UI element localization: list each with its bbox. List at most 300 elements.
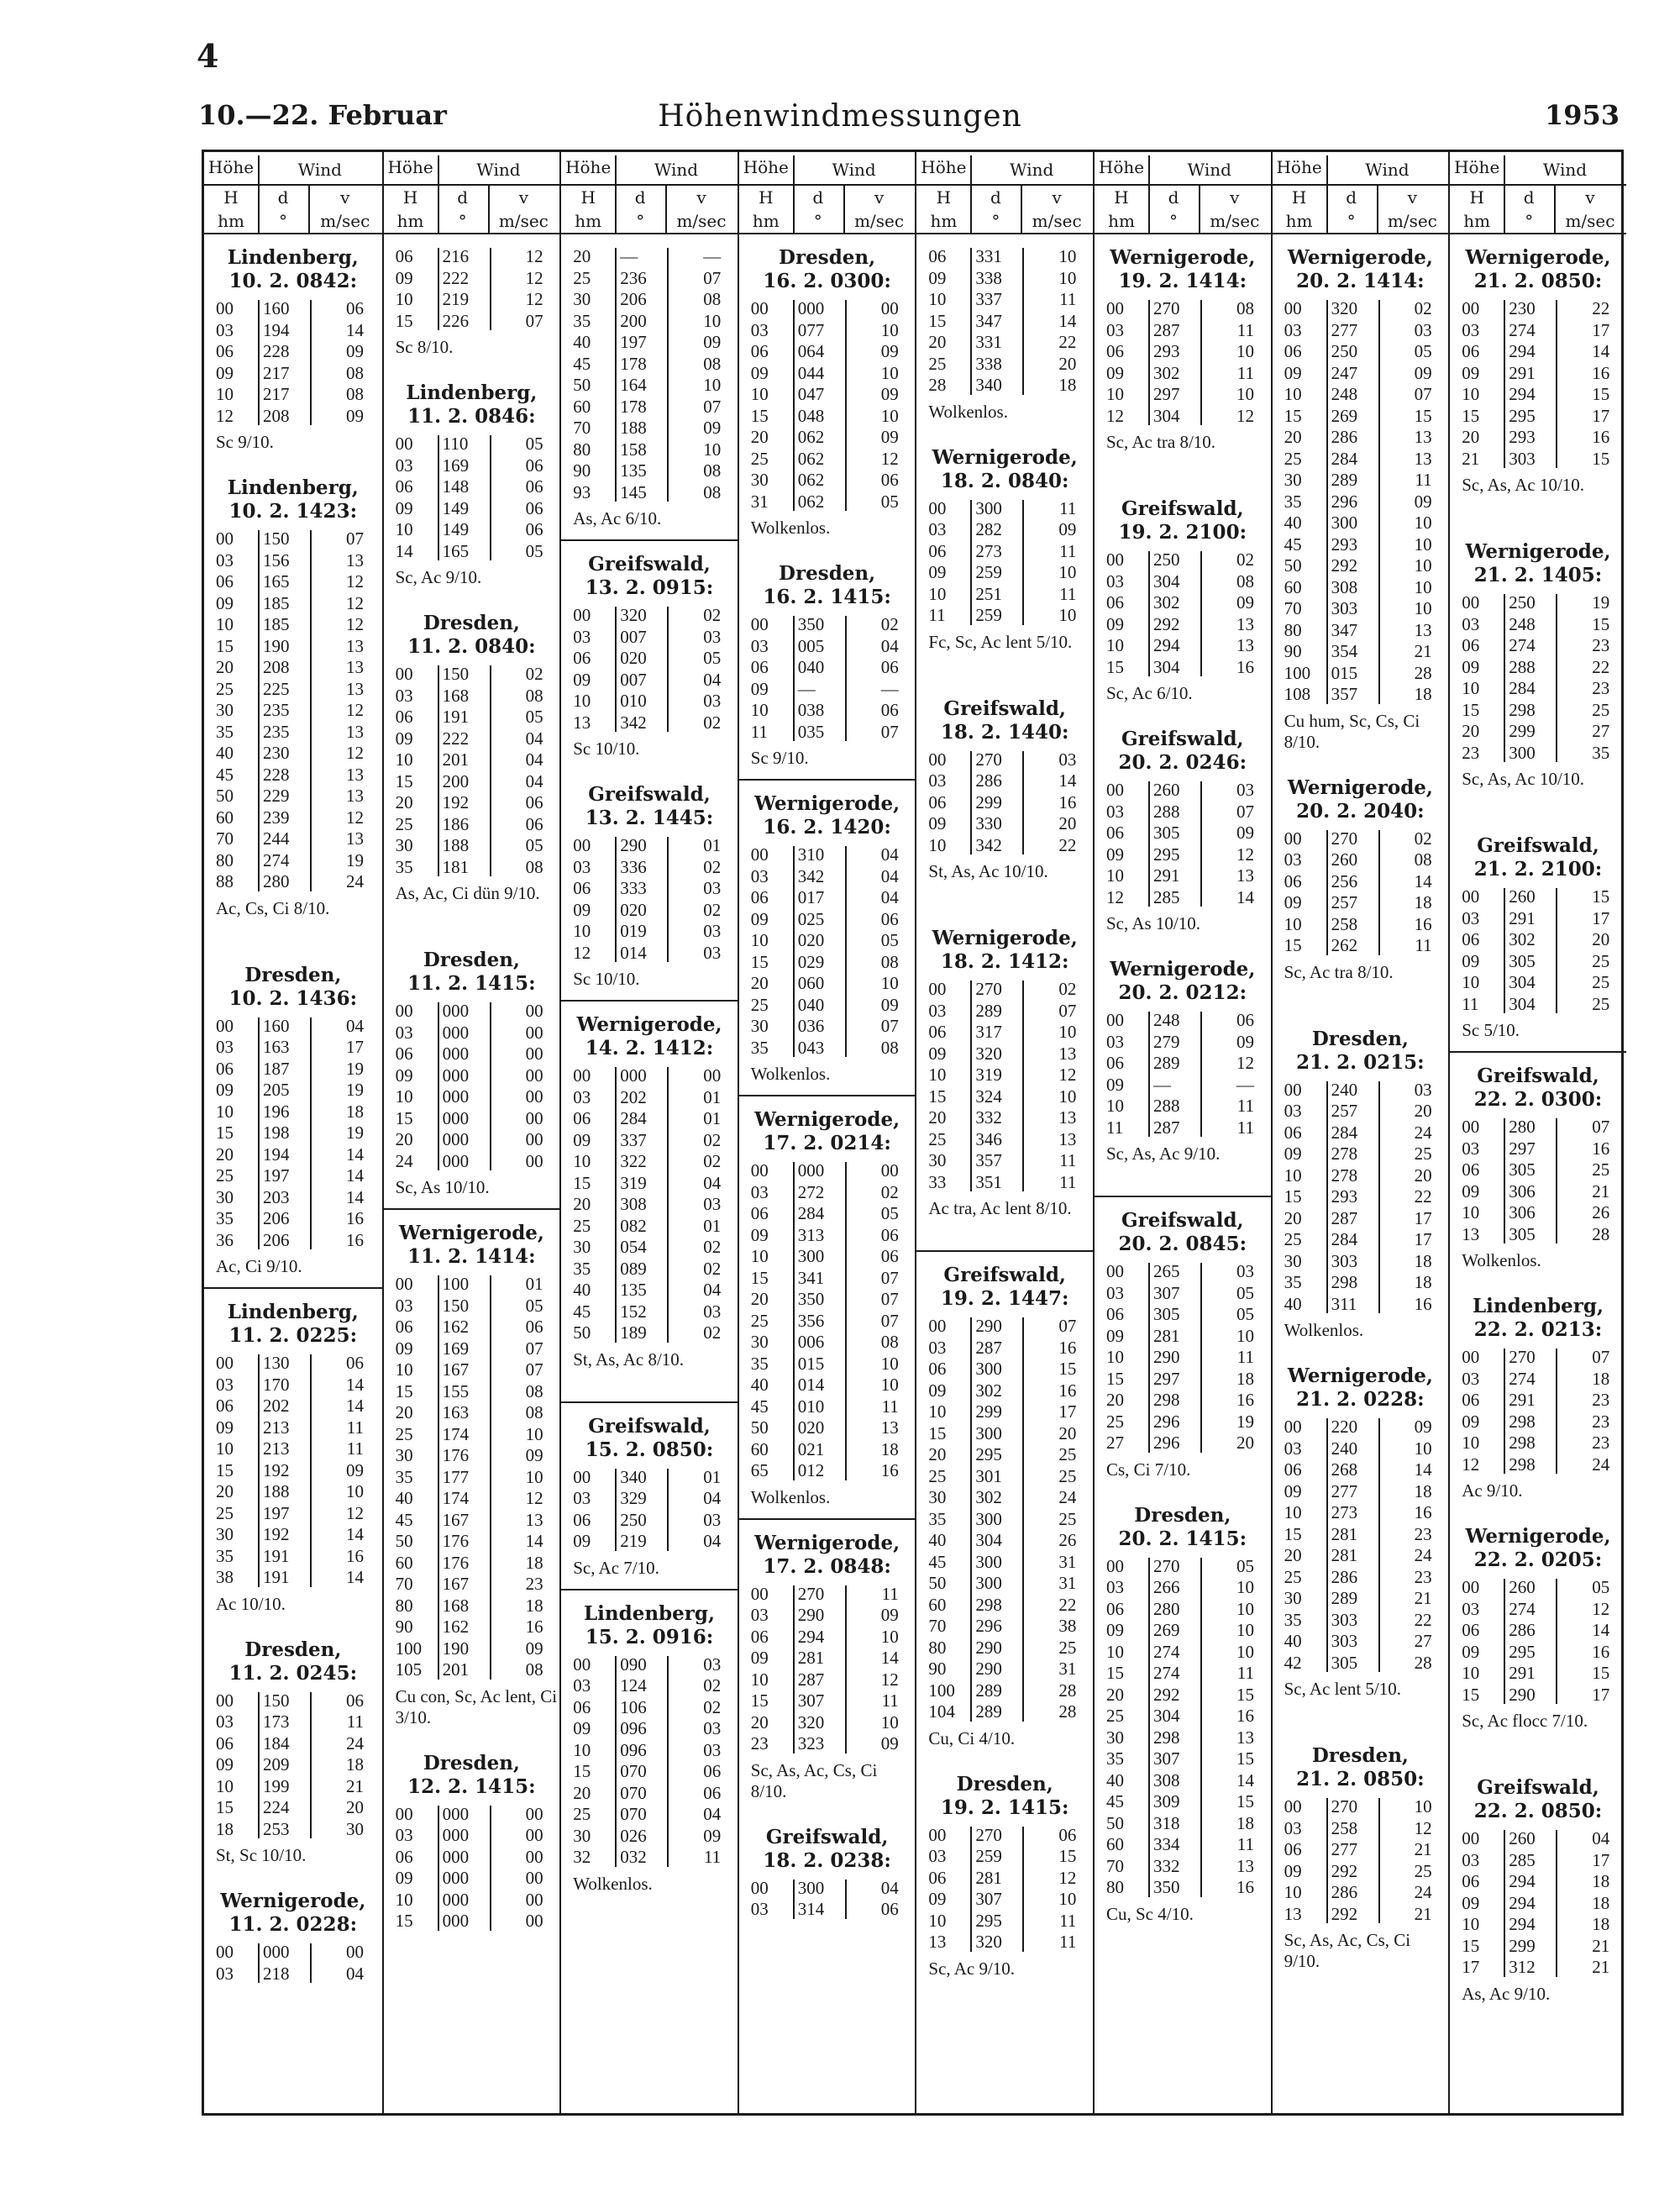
divider xyxy=(1504,1349,1505,1474)
height-value: 30 xyxy=(750,1332,769,1352)
divider xyxy=(1022,751,1024,855)
cloud-note: As, Ac, Ci dün 9/10. xyxy=(395,883,540,903)
direction-value: 149 xyxy=(442,519,470,539)
height-value: 09 xyxy=(1284,1144,1302,1164)
direction-value: 258 xyxy=(1331,913,1358,934)
direction-value: 293 xyxy=(1153,341,1180,361)
height-value: 06 xyxy=(1462,929,1480,949)
height-value: 45 xyxy=(573,353,591,374)
station-block xyxy=(916,1773,1093,1980)
direction-value: 257 xyxy=(1331,1101,1358,1121)
speed-value: 21 xyxy=(1414,1839,1432,1859)
height-value: 00 xyxy=(1284,298,1302,318)
speed-value: 10 xyxy=(880,1353,899,1374)
direction-value: 190 xyxy=(442,1638,470,1659)
speed-value: 10 xyxy=(1058,1889,1077,1909)
height-value: 03 xyxy=(1462,1368,1480,1389)
block-separator xyxy=(561,539,738,541)
table-row xyxy=(1273,598,1449,620)
direction-value: 152 xyxy=(620,1301,647,1322)
table-row xyxy=(1450,1936,1626,1958)
direction-value: 192 xyxy=(442,792,470,812)
speed-value: 22 xyxy=(1592,656,1610,677)
speed-value: 20 xyxy=(1058,1422,1077,1443)
measurement-time: 19. 2. 2100: xyxy=(1118,521,1247,544)
direction-value: 205 xyxy=(263,1080,290,1100)
station-name: Dresden, xyxy=(1311,1027,1409,1050)
measurement-time: 11. 2. 0228: xyxy=(228,1913,358,1936)
station-name: Lindenberg, xyxy=(227,1301,359,1323)
height-value: 09 xyxy=(216,1080,234,1100)
direction-value: 300 xyxy=(975,1508,1002,1529)
station-name: Greifswald, xyxy=(588,783,711,806)
direction-value: 000 xyxy=(442,1001,470,1021)
table-row xyxy=(916,1022,1093,1044)
direction-value: 064 xyxy=(797,341,825,361)
speed-value: 13 xyxy=(346,721,364,742)
table-column xyxy=(1093,152,1271,2113)
speed-value: 07 xyxy=(1592,1117,1610,1137)
direction-value: 174 xyxy=(442,1423,470,1444)
direction-value: 357 xyxy=(1331,684,1358,704)
direction-value: 297 xyxy=(1153,384,1180,404)
measurement-time: 17. 2. 0214: xyxy=(763,1132,891,1154)
speed-value: 31 xyxy=(1058,1551,1077,1572)
table-row xyxy=(1273,1294,1449,1316)
measurement-time: 11. 2. 0846: xyxy=(407,405,536,428)
data-rows xyxy=(739,1584,916,1755)
speed-value: 28 xyxy=(1414,1652,1432,1673)
speed-value: 18 xyxy=(880,1438,899,1459)
speed-value: 08 xyxy=(346,362,364,383)
table-row xyxy=(384,1467,560,1489)
direction-value: 158 xyxy=(620,439,647,460)
direction-value: 300 xyxy=(975,1573,1002,1593)
data-rows xyxy=(739,614,916,743)
height-value: 03 xyxy=(216,1374,234,1395)
direction-value: 165 xyxy=(442,540,470,561)
station-block xyxy=(916,446,1093,653)
height-value: 09 xyxy=(1462,1180,1480,1201)
table-row xyxy=(561,1761,738,1783)
header-v xyxy=(1021,186,1093,233)
block-separator xyxy=(739,1095,916,1096)
height-value: 09 xyxy=(750,678,769,699)
direction-value: 350 xyxy=(797,614,825,634)
direction-value: 319 xyxy=(620,1172,647,1193)
table-column xyxy=(915,152,1093,2113)
table-row xyxy=(561,1697,738,1719)
divider xyxy=(1148,551,1150,676)
direction-value: 206 xyxy=(263,1208,290,1228)
height-value: 15 xyxy=(573,1172,591,1193)
table-row xyxy=(561,1531,738,1553)
block-separator xyxy=(561,1589,738,1590)
data-rows xyxy=(1450,886,1626,1015)
speed-value: 11 xyxy=(1059,1171,1077,1192)
measurement-time: 18. 2. 0238: xyxy=(763,1848,891,1872)
table-row xyxy=(384,1825,560,1847)
height-value: 65 xyxy=(750,1460,769,1480)
cloud-note: St, Sc 10/10. xyxy=(216,1845,307,1865)
station-block xyxy=(739,1532,916,1802)
direction-value: 311 xyxy=(1331,1293,1357,1314)
height-value: 09 xyxy=(1106,613,1124,634)
height-value: 09 xyxy=(750,908,769,929)
height-value: 00 xyxy=(216,298,234,318)
speed-value: 10 xyxy=(880,1626,899,1647)
table-row xyxy=(1450,1871,1626,1893)
height-value: 09 xyxy=(928,813,947,833)
data-rows xyxy=(1095,780,1271,908)
height-value: 00 xyxy=(395,1001,413,1021)
height-value: 10 xyxy=(216,614,234,634)
table-row xyxy=(384,1445,560,1467)
height-value: 90 xyxy=(928,1659,947,1679)
data-rows xyxy=(204,1942,382,1985)
speed-value: 22 xyxy=(1058,834,1077,855)
header-row-2 xyxy=(1450,186,1626,234)
speed-value: 23 xyxy=(1414,1566,1432,1587)
height-value: 35 xyxy=(1284,491,1302,512)
header-label: v xyxy=(1407,187,1418,208)
direction-value: 270 xyxy=(975,979,1002,999)
table-row xyxy=(384,1553,560,1575)
height-value: 00 xyxy=(1284,1079,1302,1100)
speed-value: 06 xyxy=(525,1317,543,1337)
height-value: 15 xyxy=(1106,656,1124,677)
speed-value: 16 xyxy=(1592,1138,1610,1159)
speed-value: 00 xyxy=(525,1129,543,1149)
direction-value: 000 xyxy=(442,1022,470,1043)
data-rows xyxy=(561,1654,738,1869)
height-value: 00 xyxy=(750,1877,769,1898)
speed-value: 02 xyxy=(1236,549,1254,570)
speed-value: 16 xyxy=(346,1229,364,1250)
table-row xyxy=(384,707,560,728)
height-value: 40 xyxy=(216,743,234,763)
direction-value: 277 xyxy=(1331,319,1358,340)
speed-value: 10 xyxy=(1414,576,1432,597)
direction-value: 077 xyxy=(797,319,825,340)
table-row xyxy=(561,1151,738,1173)
height-value: 30 xyxy=(216,1524,234,1544)
height-value: 09 xyxy=(1106,844,1124,865)
speed-value: 17 xyxy=(1592,405,1610,426)
header-label: v xyxy=(696,187,706,208)
direction-value: 090 xyxy=(620,1654,647,1675)
divider xyxy=(845,1880,847,1919)
direction-value: 005 xyxy=(797,635,825,656)
speed-value: 06 xyxy=(525,455,543,476)
direction-value: 020 xyxy=(620,899,647,920)
divider xyxy=(970,981,972,1191)
direction-value: 350 xyxy=(797,1289,825,1309)
data-rows xyxy=(1273,1417,1449,1674)
direction-value: 192 xyxy=(263,1524,290,1544)
header-row-2 xyxy=(916,186,1093,234)
height-value: 15 xyxy=(1462,1935,1480,1956)
table-row xyxy=(739,363,916,385)
table-row xyxy=(561,1194,738,1216)
direction-value: 304 xyxy=(1509,972,1536,992)
station-block xyxy=(916,927,1093,1219)
speed-value: 18 xyxy=(1414,1272,1432,1292)
table-row xyxy=(384,1868,560,1890)
speed-value: 18 xyxy=(1236,1812,1254,1833)
table-row xyxy=(204,1733,382,1755)
height-value: 80 xyxy=(928,1637,947,1658)
table-row xyxy=(739,1690,916,1712)
table-row xyxy=(739,341,916,363)
height-value: 03 xyxy=(573,626,591,647)
header-v xyxy=(665,186,738,233)
speed-value: 10 xyxy=(1414,1796,1432,1817)
speed-value: 09 xyxy=(880,341,899,361)
direction-value: 288 xyxy=(1153,801,1180,822)
height-value: 00 xyxy=(216,528,234,549)
direction-value: 354 xyxy=(1331,641,1358,661)
table-row xyxy=(1095,614,1271,636)
speed-value: 02 xyxy=(703,1675,722,1696)
divider xyxy=(667,248,669,502)
direction-value: 020 xyxy=(797,930,825,950)
direction-value: 322 xyxy=(620,1151,647,1171)
speed-value: 08 xyxy=(703,289,722,309)
speed-value: 12 xyxy=(346,614,364,634)
direction-value: 160 xyxy=(263,1015,290,1036)
table-row xyxy=(384,1638,560,1660)
speed-value: 13 xyxy=(346,657,364,677)
direction-value: 200 xyxy=(442,770,470,791)
height-value: 12 xyxy=(216,405,234,426)
table-row xyxy=(1095,384,1271,406)
divider xyxy=(310,1943,312,1983)
header-H xyxy=(384,186,439,233)
table-row xyxy=(1095,865,1271,887)
height-value: 100 xyxy=(1284,662,1311,683)
speed-value: 04 xyxy=(880,865,899,886)
station-block xyxy=(384,246,560,358)
block-separator xyxy=(384,1208,560,1210)
height-value: 00 xyxy=(395,1274,413,1294)
direction-value: 312 xyxy=(1509,1957,1536,1977)
table-row xyxy=(561,1783,738,1805)
height-value: 10 xyxy=(1462,678,1480,698)
table-row xyxy=(916,1638,1093,1659)
speed-value: 03 xyxy=(703,1509,722,1530)
data-rows xyxy=(204,1353,382,1589)
table-row xyxy=(561,691,738,712)
direction-value: 150 xyxy=(263,528,290,549)
table-row xyxy=(384,1659,560,1681)
height-value: 15 xyxy=(750,951,769,972)
direction-value: 297 xyxy=(1153,1368,1180,1389)
data-rows xyxy=(916,498,1093,627)
height-value: 00 xyxy=(928,979,947,999)
speed-value: 25 xyxy=(1058,1637,1077,1658)
speed-value: 10 xyxy=(346,1481,364,1501)
speed-value: 12 xyxy=(880,448,899,469)
data-rows xyxy=(561,246,738,503)
table-row xyxy=(739,1396,916,1418)
table-row xyxy=(1450,427,1626,449)
height-value: 30 xyxy=(395,835,413,855)
height-value: 35 xyxy=(1284,1609,1302,1630)
divider xyxy=(438,1806,439,1931)
height-value: 10 xyxy=(1284,1165,1302,1186)
table-row xyxy=(739,1584,916,1606)
divider xyxy=(1378,1418,1380,1672)
height-value: 20 xyxy=(1284,427,1302,447)
direction-value: 197 xyxy=(620,332,647,352)
data-rows xyxy=(384,1274,560,1681)
block-separator xyxy=(739,779,916,781)
height-value: 30 xyxy=(216,700,234,720)
table-row xyxy=(739,320,916,342)
speed-value: 10 xyxy=(880,1375,899,1395)
table-row xyxy=(1095,1390,1271,1412)
header-label: H xyxy=(1469,187,1484,208)
direction-value: 100 xyxy=(442,1274,470,1294)
table-row xyxy=(1273,1904,1449,1926)
height-value: 03 xyxy=(1284,849,1302,870)
speed-value: 04 xyxy=(525,728,543,749)
height-value: 15 xyxy=(1284,1186,1302,1207)
speed-value: 15 xyxy=(1592,384,1610,404)
header-unit: hm xyxy=(752,211,780,231)
table-row xyxy=(561,397,738,418)
station-name: Dresden, xyxy=(779,246,876,269)
height-value: 50 xyxy=(750,1417,769,1438)
direction-value: 000 xyxy=(797,298,825,318)
table-row xyxy=(384,1488,560,1510)
table-row xyxy=(1273,935,1449,957)
height-value: 10 xyxy=(1462,384,1480,404)
direction-value: 298 xyxy=(1509,1454,1536,1475)
height-value: 00 xyxy=(395,1803,413,1824)
divider xyxy=(1022,500,1024,625)
direction-value: 270 xyxy=(975,749,1002,770)
speed-value: 22 xyxy=(1058,1594,1077,1615)
table-row xyxy=(1095,1347,1271,1369)
direction-value: 340 xyxy=(620,1466,647,1487)
header-unit: m/sec xyxy=(498,211,549,231)
table-row xyxy=(204,1375,382,1396)
table-row xyxy=(204,1144,382,1166)
table-row xyxy=(204,657,382,679)
height-value: 11 xyxy=(750,721,769,742)
direction-value: 295 xyxy=(1509,1641,1536,1662)
header-unit: hm xyxy=(930,211,958,231)
speed-value: 31 xyxy=(1058,1659,1077,1679)
header-d xyxy=(438,186,490,233)
divider xyxy=(1378,830,1380,955)
divider xyxy=(1378,300,1380,704)
data-rows xyxy=(1095,1010,1271,1138)
table-row xyxy=(1095,592,1271,614)
table-row xyxy=(1450,1850,1626,1872)
station-block xyxy=(1095,1504,1271,1925)
table-row xyxy=(916,1825,1093,1847)
height-value: 00 xyxy=(216,1015,234,1036)
height-value: 15 xyxy=(216,1797,234,1817)
data-rows xyxy=(916,979,1093,1193)
speed-value: 07 xyxy=(1058,1316,1077,1336)
table-row xyxy=(1450,700,1626,722)
table-row xyxy=(204,1165,382,1187)
header-unit: hm xyxy=(1463,211,1491,231)
speed-value: 18 xyxy=(1592,1892,1610,1913)
table-row xyxy=(384,1296,560,1317)
direction-value: 038 xyxy=(797,700,825,720)
speed-value: 14 xyxy=(1236,886,1254,907)
direction-value: 273 xyxy=(1331,1502,1358,1522)
speed-value: 08 xyxy=(525,1380,543,1401)
table-row xyxy=(204,1690,382,1712)
station-block xyxy=(1450,540,1626,790)
height-value: 03 xyxy=(1462,1849,1480,1870)
table-row xyxy=(1273,1459,1449,1481)
direction-value: 150 xyxy=(442,1295,470,1316)
data-rows xyxy=(1273,1796,1449,1925)
height-value: 03 xyxy=(573,1086,591,1107)
data-rows xyxy=(1450,298,1626,470)
station-block xyxy=(739,1826,916,1921)
speed-value: 04 xyxy=(1592,1828,1610,1848)
height-value: 03 xyxy=(1462,907,1480,928)
speed-value: 14 xyxy=(1414,1459,1432,1480)
table-row xyxy=(916,584,1093,606)
measurement-time: 14. 2. 1412: xyxy=(585,1037,714,1059)
speed-value: 05 xyxy=(1236,1555,1254,1576)
direction-value: 222 xyxy=(442,267,470,288)
table-row xyxy=(561,354,738,376)
cloud-note: Cu, Sc 4/10. xyxy=(1106,1903,1194,1924)
direction-value: 291 xyxy=(1509,362,1536,383)
speed-value: 09 xyxy=(703,1825,722,1846)
table-row xyxy=(204,363,382,385)
height-value: 06 xyxy=(573,1696,591,1717)
height-value: 09 xyxy=(395,497,413,518)
height-value: 30 xyxy=(573,1237,591,1257)
speed-value: 08 xyxy=(525,856,543,877)
header-label: d xyxy=(1346,187,1357,208)
table-row xyxy=(204,828,382,850)
station-name: Wernigerode, xyxy=(398,1222,544,1244)
table-row xyxy=(204,871,382,893)
table-row xyxy=(1450,678,1626,700)
speed-value: 00 xyxy=(525,1065,543,1086)
direction-value: 228 xyxy=(263,341,290,361)
height-value: 15 xyxy=(216,1459,234,1480)
table-row xyxy=(384,311,560,333)
table-row xyxy=(384,835,560,857)
speed-value: 12 xyxy=(1592,1598,1610,1619)
speed-value: 12 xyxy=(1236,405,1254,426)
speed-value: 19 xyxy=(346,1123,364,1143)
height-value: 90 xyxy=(1284,641,1302,661)
table-row xyxy=(1450,1412,1626,1433)
table-row xyxy=(916,835,1093,857)
table-row xyxy=(384,814,560,836)
table-row xyxy=(739,1733,916,1755)
height-value: 06 xyxy=(1284,1459,1302,1480)
direction-value: 135 xyxy=(620,1280,647,1300)
divider xyxy=(667,1469,669,1551)
speed-value: 02 xyxy=(1058,979,1077,999)
direction-value: 292 xyxy=(1331,1903,1358,1924)
